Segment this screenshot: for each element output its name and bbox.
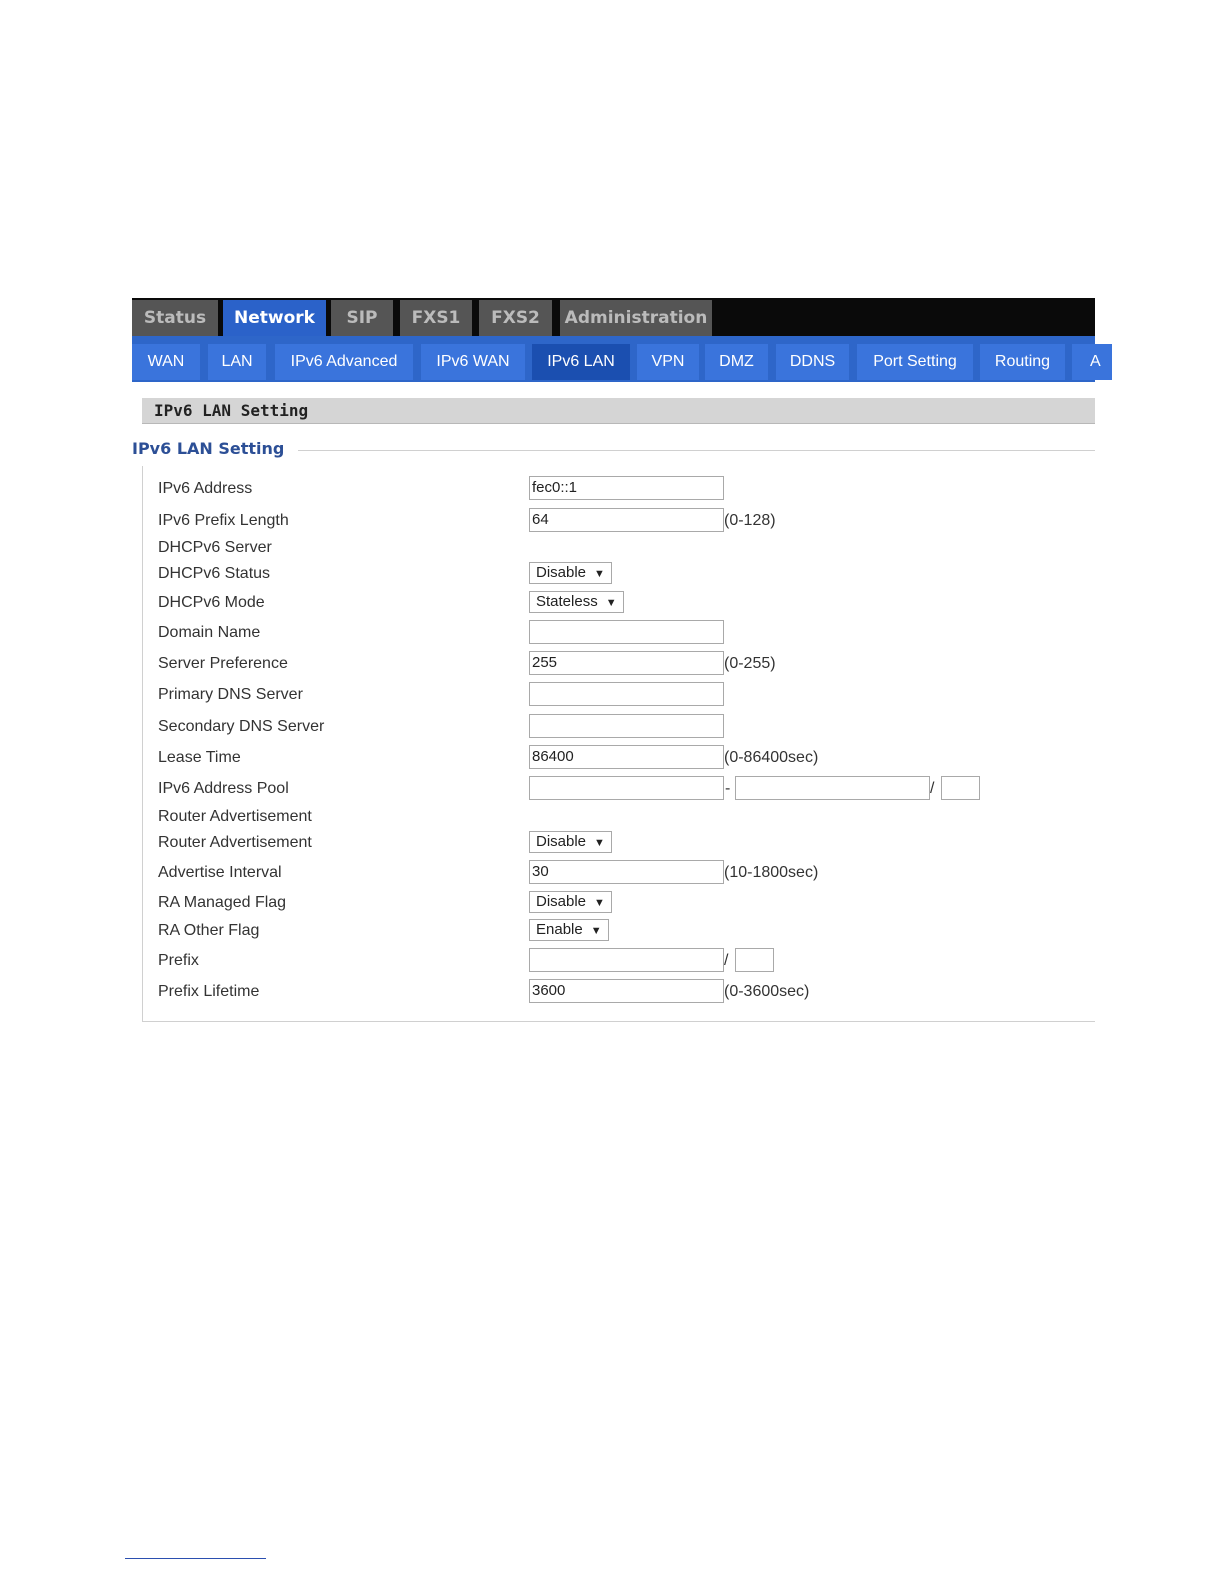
ra-other-flag-select[interactable]	[529, 919, 609, 941]
advertise-interval-label: Advertise Interval	[158, 864, 282, 881]
dhcpv6-mode-value: Stateless	[536, 593, 598, 610]
router-adv-select[interactable]	[529, 831, 612, 853]
dropdown-arrow-icon: ▼	[590, 925, 602, 937]
subtab-ipv6-wan[interactable]: IPv6 WAN	[421, 344, 525, 380]
address-pool-end-input[interactable]	[735, 776, 930, 800]
domain-name-input[interactable]	[529, 620, 724, 644]
subtab-ipv6-advanced[interactable]: IPv6 Advanced	[275, 344, 413, 380]
prefix-lifetime-hint: (0-3600sec)	[724, 983, 810, 1000]
address-pool-slash: /	[930, 780, 935, 797]
ipv6-address-input[interactable]: fec0::1	[529, 476, 724, 500]
ra-managed-flag-label: RA Managed Flag	[158, 894, 287, 911]
address-pool-prefix-input[interactable]	[941, 776, 980, 800]
prefix-label: Prefix	[158, 952, 199, 969]
dropdown-arrow-icon: ▼	[594, 837, 605, 849]
advertise-interval-input[interactable]: 30	[529, 860, 724, 884]
server-preference-label: Server Preference	[158, 655, 288, 672]
dhcpv6-mode-label: DHCPv6 Mode	[158, 594, 265, 611]
top-nav-bar	[132, 298, 1095, 336]
dropdown-arrow-icon: ▼	[594, 568, 605, 580]
dropdown-arrow-icon: ▼	[605, 597, 617, 609]
tab-network[interactable]: Network	[223, 300, 326, 336]
lease-time-label: Lease Time	[158, 749, 241, 766]
subtab-ddns[interactable]: DDNS	[776, 344, 849, 380]
ra-managed-flag-value: Disable	[536, 893, 587, 910]
dhcpv6-status-label: DHCPv6 Status	[158, 565, 271, 582]
prefix-input[interactable]	[529, 948, 724, 972]
lease-time-input[interactable]: 86400	[529, 745, 724, 769]
advertise-interval-hint: (10-1800sec)	[724, 864, 819, 881]
subtab-wan[interactable]: WAN	[132, 344, 200, 380]
prefix-lifetime-label: Prefix Lifetime	[158, 983, 260, 1000]
ra-other-flag-value: Enable	[536, 921, 583, 938]
fieldset-legend: IPv6 LAN Setting	[132, 439, 285, 458]
fieldset-border-bottom	[142, 1021, 1095, 1022]
subtab-dmz[interactable]: DMZ	[705, 344, 768, 380]
lease-time-hint: (0-86400sec)	[724, 749, 819, 766]
router-adv-label: Router Advertisement	[158, 834, 312, 851]
dropdown-arrow-icon: ▼	[594, 897, 605, 909]
address-pool-start-input[interactable]	[529, 776, 724, 800]
subtab-truncated[interactable]: A	[1072, 344, 1112, 380]
legend-divider	[298, 450, 1095, 451]
router-adv-section-label: Router Advertisement	[158, 808, 312, 825]
ra-managed-flag-select[interactable]	[529, 891, 612, 913]
router-adv-value: Disable	[536, 833, 587, 850]
fieldset-border-left	[142, 466, 143, 1022]
subtab-vpn[interactable]: VPN	[637, 344, 699, 380]
tab-administration[interactable]: Administration	[560, 300, 712, 336]
primary-dns-input[interactable]	[529, 682, 724, 706]
dhcpv6-server-label: DHCPv6 Server	[158, 539, 272, 556]
secondary-dns-input[interactable]	[529, 714, 724, 738]
prefix-length-small-input[interactable]	[735, 948, 774, 972]
tab-status[interactable]: Status	[132, 300, 218, 336]
primary-dns-label: Primary DNS Server	[158, 686, 303, 703]
footnote-separator	[125, 1558, 266, 1559]
dhcpv6-mode-select[interactable]	[529, 591, 624, 613]
prefix-lifetime-input[interactable]: 3600	[529, 979, 724, 1003]
server-preference-input[interactable]: 255	[529, 651, 724, 675]
tab-sip[interactable]: SIP	[331, 300, 393, 336]
subtab-ipv6-lan[interactable]: IPv6 LAN	[532, 344, 630, 380]
ipv6-address-label: IPv6 Address	[158, 480, 253, 497]
prefix-length-label: IPv6 Prefix Length	[158, 512, 289, 529]
dhcpv6-status-select[interactable]	[529, 562, 612, 584]
sub-nav-bar	[132, 336, 1101, 382]
secondary-dns-label: Secondary DNS Server	[158, 718, 325, 735]
subtab-port-setting[interactable]: Port Setting	[857, 344, 973, 380]
section-header: IPv6 LAN Setting	[142, 398, 1095, 424]
router-settings-screenshot	[132, 298, 1101, 1026]
dhcpv6-status-value: Disable	[536, 564, 587, 581]
subtab-routing[interactable]: Routing	[980, 344, 1065, 380]
address-pool-label: IPv6 Address Pool	[158, 780, 289, 797]
prefix-length-hint: (0-128)	[724, 512, 776, 529]
server-preference-hint: (0-255)	[724, 655, 776, 672]
ra-other-flag-label: RA Other Flag	[158, 922, 260, 939]
subtab-lan[interactable]: LAN	[208, 344, 266, 380]
tab-fxs2[interactable]: FXS2	[479, 300, 552, 336]
tab-fxs1[interactable]: FXS1	[400, 300, 472, 336]
prefix-slash: /	[724, 952, 729, 969]
prefix-length-input[interactable]: 64	[529, 508, 724, 532]
address-pool-dash: -	[725, 780, 731, 797]
domain-name-label: Domain Name	[158, 624, 261, 641]
